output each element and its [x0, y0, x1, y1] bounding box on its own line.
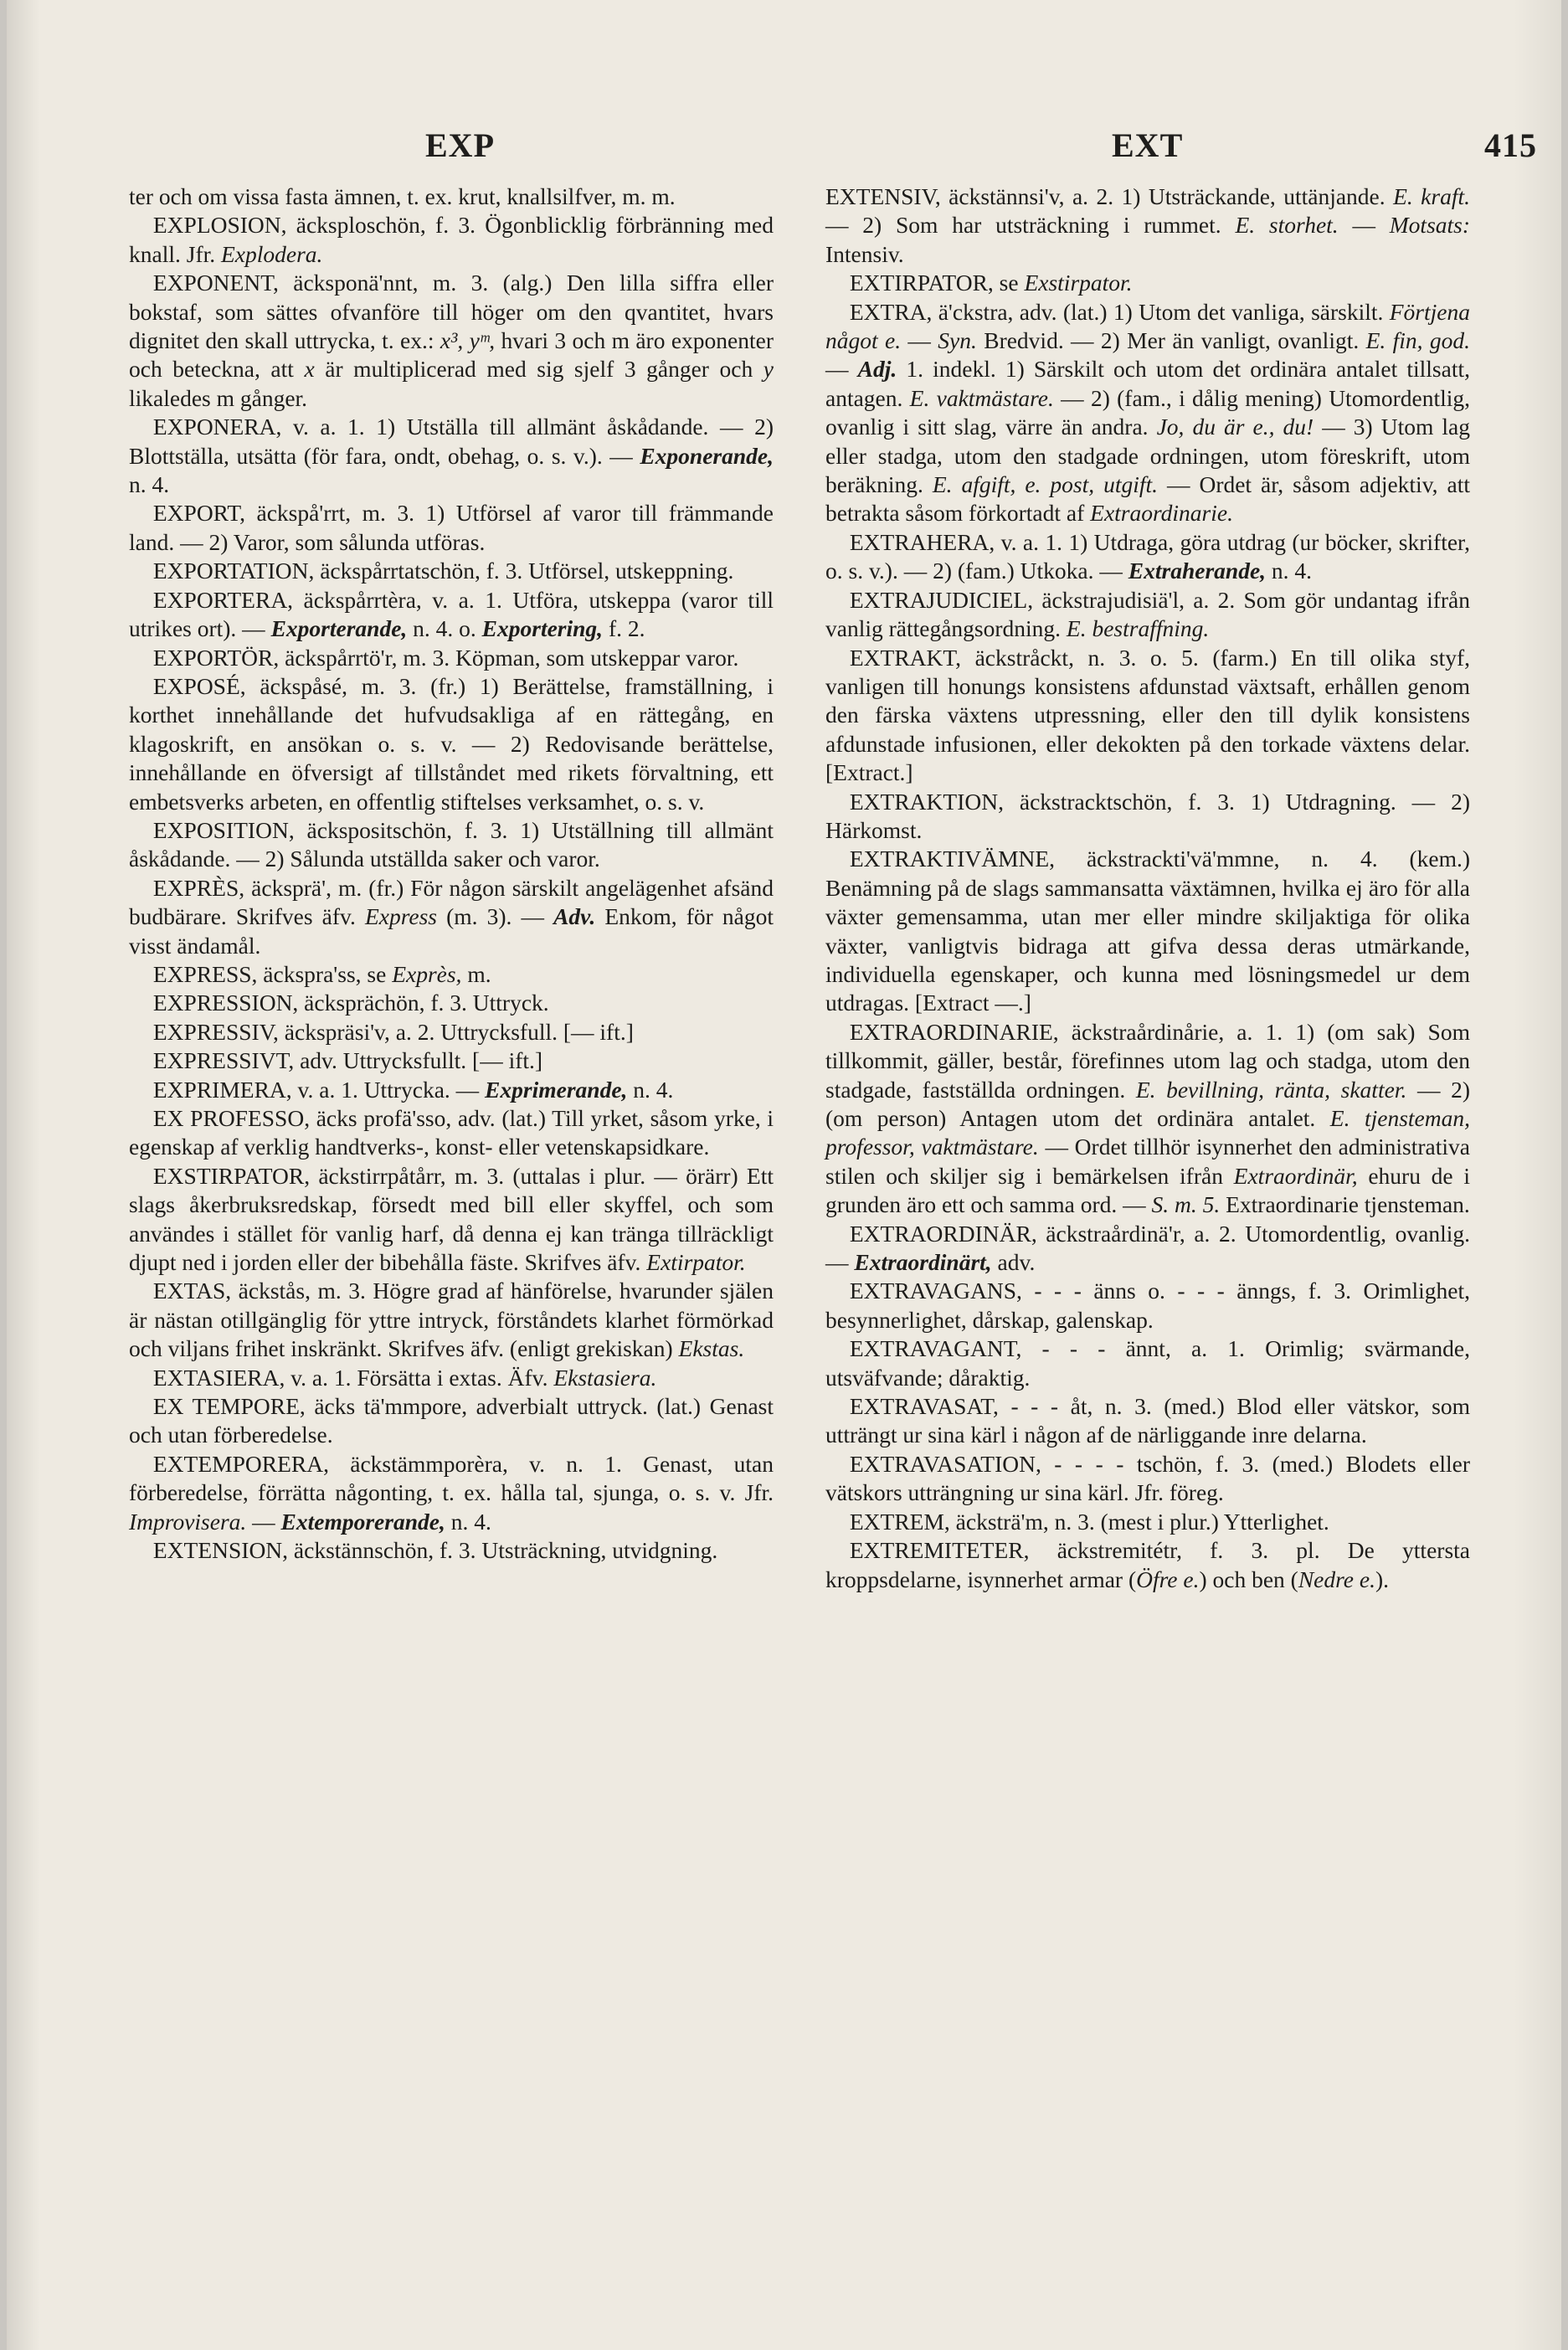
- entry-text: Bredvid. — 2) Mer än vanligt, ovanligt.: [976, 327, 1366, 354]
- entry-text: E. tjensteman, professor, vaktmästare.: [825, 1105, 1470, 1160]
- running-head-left: EXP: [425, 126, 495, 164]
- running-head-right: EXT: [1112, 126, 1184, 164]
- entry-text: — Ordet är, såsom adjektiv, att betrakta såsom förkortadt af: [825, 471, 1470, 527]
- entry-text: — 3) Utom lag eller stadga, utom den stadgade ordningen, utom föreskrift, utom beräkning.: [825, 414, 1470, 498]
- entry-text: E. bevillning, ränta, skatter.: [1135, 1076, 1407, 1103]
- entry-text: Intensiv.: [825, 240, 904, 267]
- entry-text: Motsats:: [1389, 212, 1471, 239]
- dictionary-entry: [129, 1364, 774, 1392]
- dictionary-entry: [129, 1450, 774, 1536]
- entry-text: Improvisera.: [129, 1508, 247, 1535]
- entry-text: S. m. 5.: [1151, 1191, 1221, 1218]
- entry-text: E. fin, god.: [1365, 327, 1470, 354]
- entry-text: Adj.: [857, 356, 897, 383]
- entry-text: Extraordinarie.: [1090, 500, 1233, 527]
- entry-text: EXPLOSION, äcksploschön, f. 3. Ögonblicklig förbränning med knall. Jfr.: [129, 212, 774, 267]
- entry-text: EXTRAKT, äckstråckt, n. 3. o. 5. (farm.) En till olika styf, vanligen till honungs konsistens afdunstad växtsaft, erhållen genom den färska växtens utpressning, eller den till dylik konsistens afdunstade infusionen, eller dekokten på den torkade växtens delar. [Extract.]: [825, 644, 1470, 786]
- entry-text: — 2) (om person) Antagen utom det ordinära antalet.: [825, 1076, 1470, 1131]
- entry-text: hvari 3 och m äro exponenter och beteckna, att: [129, 327, 774, 383]
- entry-text: EXTEMPORERA, äckstämmporèra, v. n. 1. Genast, utan förberedelse, förrätta någonting, t. ex. hålla tal, sjunga, o. s. v. Jfr.: [129, 1450, 774, 1506]
- entry-text: Syn.: [938, 327, 977, 354]
- dictionary-entry: [129, 816, 774, 874]
- entry-text: n. 4.: [445, 1508, 491, 1535]
- entry-text: n. 4.: [129, 471, 170, 498]
- entry-text: EXTRAVAGANS, - - - änns o. - - - änngs, f. 3. Orimlighet, besynnerlighet, dårskap, galenskap.: [825, 1278, 1470, 1333]
- entry-text: EXPONENT, äcksponä'nnt, m. 3. (alg.) Den lilla siffra eller bokstaf, som sättes ofvanföre till höger om den qvantitet, hvars dignitet den skall uttrycka, t. ex.:: [129, 270, 774, 354]
- entry-text: Exstirpator.: [1024, 270, 1133, 296]
- entry-text: Nedre e.: [1298, 1566, 1375, 1592]
- entry-text: Adv.: [553, 903, 596, 930]
- entry-text: EXPORT, äckspå'rrt, m. 3. 1) Utförsel af varor till främmande land. — 2) Varor, som sålunda utföras.: [129, 500, 774, 555]
- entry-text: EXTAS, äckstås, m. 3. Högre grad af hänförelse, hvarunder själen är nästan otillgänglig för yttre intryck, förståndets klarhet förmörkad och viljans frihet inskränkt. Skrifves äfv. (enligt grekiskan): [129, 1278, 774, 1362]
- left-column: [129, 183, 774, 1566]
- entry-text: EXSTIRPATOR, äckstirrpåtårr, m. 3. (uttalas i plur. — örärr) Ett slags åkerbruksredskap, försedt med bill eller skyffel, och som användes i stället för vanlig harf, då denna ej kan tränga tillräckligt djupt ned i jorden eller der bibehålla fäste. Skrifves äfv.: [129, 1162, 774, 1276]
- entry-text: —: [901, 327, 938, 354]
- entry-text: EXTRAORDINÄR, äckstraårdinä'r, a. 2. Utomordentlig, ovanlig. —: [825, 1220, 1470, 1276]
- entry-text: Explodera.: [221, 240, 323, 267]
- entry-text: E. afgift, e. post, utgift.: [932, 471, 1159, 498]
- dictionary-entry: [129, 1162, 774, 1278]
- entry-text: n. 4.: [1266, 558, 1313, 584]
- dictionary-entry: [825, 644, 1470, 788]
- entry-text: EXPRESS, äckspra'ss, se: [152, 960, 393, 987]
- entry-text: EXTENSION, äckstännschön, f. 3. Utsträckning, utvidgning.: [152, 1537, 718, 1564]
- page-number: 415: [1484, 126, 1537, 164]
- entry-text: — 2) Som har utsträckning i rummet.: [825, 212, 1236, 239]
- dictionary-entry: [129, 1392, 774, 1450]
- dictionary-entry: [129, 989, 774, 1017]
- dictionary-entry: [129, 1018, 774, 1046]
- dictionary-entry: [129, 874, 774, 960]
- entry-text: Exprimerande,: [485, 1076, 628, 1103]
- entry-text: ehuru de i grunden äro ett och samma ord. —: [825, 1162, 1470, 1218]
- entry-text: Extemporerande,: [280, 1508, 445, 1535]
- dictionary-entry: [129, 413, 774, 499]
- dictionary-entry: [129, 183, 774, 211]
- entry-text: EXTRAVASATION, - - - - tschön, f. 3. (med.) Blodets eller vätskors utträngning ur sina kärl. Jfr. föreg.: [825, 1450, 1470, 1506]
- dictionary-entry: [129, 672, 774, 816]
- dictionary-entry: [825, 586, 1470, 644]
- entry-text: Extraordinarie tjensteman.: [1220, 1191, 1470, 1218]
- entry-text: EXPRESSIV, äckspräsi'v, a. 2. Uttrycksfull. [— ift.]: [152, 1018, 634, 1045]
- entry-text: EXTRAJUDICIEL, äckstrajudisiä'l, a. 2. Som gör undantag ifrån vanlig rättegångsordning.: [825, 586, 1470, 642]
- dictionary-entry: [825, 183, 1470, 269]
- entry-text: EXTIRPATOR, se: [849, 270, 1025, 296]
- entry-text: ).: [1375, 1566, 1390, 1592]
- entry-text: EXTRAKTION, äckstracktschön, f. 3. 1) Utdragning. — 2) Härkomst.: [825, 788, 1470, 843]
- entry-text: EXTREM, äcksträ'm, n. 3. (mest i plur.) Ytterlighet.: [849, 1508, 1329, 1535]
- entry-text: EXPRÈS, äcksprä', m. (fr.) För någon särskilt angelägenhet afsänd budbärare. Skrifves äfv.: [129, 874, 774, 930]
- dictionary-entry: [825, 1450, 1470, 1508]
- dictionary-entry: [825, 1277, 1470, 1334]
- entry-text: EXTRAVAGANT, - - - ännt, a. 1. Orimlig; svärmande, utsväfvande; dåraktig.: [825, 1335, 1470, 1391]
- entry-text: ) och ben (: [1199, 1566, 1298, 1592]
- dictionary-entry: [129, 586, 774, 644]
- entry-text: EXTRAHERA, v. a. 1. 1) Utdraga, göra utdrag (ur böcker, skrifter, o. s. v.). — 2) (fam.) Utkoka. —: [825, 528, 1470, 584]
- entry-text: x: [304, 356, 315, 383]
- entry-text: EXTRAORDINARIE, äckstraårdinårie, a. 1. 1) (om sak) Som tillkommit, gäller, består, förefinnes utom lag och stadga, utom den stadgade, fastställda ordningen.: [825, 1018, 1470, 1103]
- entry-text: Ekstas.: [678, 1335, 745, 1362]
- dictionary-entry: [129, 1104, 774, 1162]
- entry-text: EX PROFESSO, äcks profä'sso, adv. (lat.) Till yrket, såsom yrke, i egenskap af verklig handtverks-, konst- eller vetenskapsidkare.: [129, 1105, 774, 1160]
- dictionary-entry: [825, 845, 1470, 1017]
- entry-text: EXPORTÖR, äckspårrtö'r, m. 3. Köpman, som utskeppar varor.: [152, 644, 739, 671]
- entry-text: x³, yᵐ,: [440, 327, 496, 354]
- entry-text: y: [763, 356, 774, 383]
- entry-text: E. kraft.: [1393, 183, 1470, 209]
- right-column: [825, 183, 1470, 1594]
- entry-text: Jo, du är e., du!: [1156, 414, 1314, 440]
- entry-text: m.: [461, 960, 491, 987]
- entry-text: — 2) (fam., i dålig mening) Utomordentlig, ovanlig i sitt slag, värre än andra.: [825, 384, 1470, 440]
- dictionary-entry: [129, 1046, 774, 1075]
- entry-text: E. bestraffning.: [1066, 615, 1210, 642]
- entry-text: Förtjena något e.: [825, 298, 1470, 354]
- entry-text: E. storhet.: [1235, 212, 1339, 239]
- entry-text: Exprès,: [392, 960, 462, 987]
- entry-text: Ekstasiera.: [553, 1364, 657, 1391]
- dictionary-entry: [825, 1220, 1470, 1278]
- dictionary-entry: [129, 499, 774, 557]
- dictionary-entry: [129, 1536, 774, 1565]
- entry-text: EXPOSÉ, äckspåsé, m. 3. (fr.) 1) Berättelse, framställning, i korthet innehållande det hufvudsakliga af en rättegång, en klagoskrift, en ansökan o. s. v. — 2) Redovisande berättelse, innehållande en öfversigt af tillståndet med rikets förvaltning, ett embetsverks arbeten, en offentlig stiftelses verksamhet, o. s. v.: [129, 672, 774, 815]
- entry-text: —: [825, 356, 858, 383]
- entry-text: Extraordinärt,: [854, 1249, 992, 1276]
- entry-text: Enkom, för något visst ändamål.: [129, 903, 774, 959]
- entry-text: — Ordet tillhör isynnerhet den administrativa stilen och skiljer sig i bemärkelsen ifrån: [825, 1134, 1470, 1189]
- dictionary-entry: [129, 269, 774, 413]
- entry-text: —: [1338, 212, 1390, 239]
- entry-text: EXPORTATION, äckspårrtatschön, f. 3. Utförsel, utskeppning.: [152, 558, 734, 584]
- dictionary-entry: [825, 298, 1470, 528]
- entry-text: EXPRIMERA, v. a. 1. Uttrycka. —: [152, 1076, 486, 1103]
- entry-text: EXTASIERA, v. a. 1. Försätta i extas. Äfv.: [152, 1364, 554, 1391]
- entry-text: EXTENSIV, äckstännsi'v, a. 2. 1) Utsträckande, uttänjande.: [825, 183, 1394, 209]
- entry-text: EX TEMPORE, äcks tä'mmpore, adverbialt uttryck. (lat.) Genast och utan förberedelse.: [129, 1393, 774, 1448]
- entry-text: likaledes m gånger.: [129, 384, 308, 411]
- entry-text: EXTRA, ä'ckstra, adv. (lat.) 1) Utom det vanliga, särskilt.: [849, 298, 1390, 325]
- dictionary-entry: [825, 1536, 1470, 1594]
- entry-text: Extraordinär,: [1233, 1162, 1358, 1189]
- dictionary-entry: [825, 1392, 1470, 1450]
- dictionary-entry: [129, 1277, 774, 1363]
- entry-text: EXPRESSION, äcksprächön, f. 3. Uttryck.: [152, 990, 549, 1016]
- entry-text: EXTREMITETER, äckstremitétr, f. 3. pl. De yttersta kroppsdelarne, isynnerhet armar (: [825, 1537, 1470, 1592]
- entry-text: EXPRESSIVT, adv. Uttrycksfullt. [— ift.]: [152, 1047, 543, 1074]
- entry-text: adv.: [991, 1249, 1036, 1276]
- entry-text: 1. indekl. 1) Särskilt och utom det ordinära antalet tillsatt, antagen.: [825, 356, 1470, 411]
- dictionary-entry: [825, 1508, 1470, 1536]
- entry-text: —: [246, 1508, 281, 1535]
- entry-text: Express: [364, 903, 437, 930]
- entry-text: Öfre e.: [1136, 1566, 1200, 1592]
- entry-text: f. 2.: [603, 615, 645, 642]
- entry-text: (m. 3). —: [437, 903, 554, 930]
- entry-text: EXPORTERA, äckspårrtèra, v. a. 1. Utföra, utskeppa (varor till utrikes ort). —: [129, 586, 774, 642]
- dictionary-entry: [825, 1018, 1470, 1220]
- entry-text: Extraherande,: [1128, 558, 1267, 584]
- entry-text: är multiplicerad med sig sjelf 3 gånger och: [314, 356, 763, 383]
- entry-text: EXPONERA, v. a. 1. 1) Utställa till allmänt åskådande. — 2) Blottställa, utsätta (för fara, ondt, obehag, o. s. v.). —: [129, 414, 774, 469]
- entry-text: n. 4.: [627, 1076, 674, 1103]
- dictionary-entry: [129, 211, 774, 269]
- dictionary-entry: [129, 1076, 774, 1104]
- dictionary-entry: [825, 269, 1470, 297]
- entry-text: EXTRAVASAT, - - - åt, n. 3. (med.) Blod eller vätskor, som utträngt ur sina kärl i någon af de närliggande inre delarna.: [825, 1393, 1470, 1448]
- dictionary-entry: [129, 644, 774, 672]
- entry-text: Exportering,: [481, 615, 604, 642]
- dictionary-page: [7, 0, 1561, 2350]
- entry-text: ter och om vissa fasta ämnen, t. ex. krut, knallsilfver, m. m.: [129, 183, 676, 209]
- dictionary-entry: [825, 528, 1470, 586]
- dictionary-entry: [129, 960, 774, 989]
- entry-text: E. vaktmästare.: [909, 384, 1054, 411]
- entry-text: Exponerande,: [640, 442, 774, 469]
- dictionary-entry: [825, 788, 1470, 846]
- dictionary-entry: [825, 1334, 1470, 1392]
- entry-text: EXPOSITION, äckspositschön, f. 3. 1) Utställning till allmänt åskådande. — 2) Sålunda utställda saker och varor.: [129, 816, 774, 872]
- entry-text: EXTRAKTIVÄMNE, äckstrackti'vä'mmne, n. 4. (kem.) Benämning på de slags sammansatta växtämnen, hvilka ej äro för alla växter gemensamma, utan mer eller mindre skiljaktiga för olika växter, vanligtvis bidraga att gifva dessa deras utmärkande, individuella egenskaper, och kunna med lösningsmedel ur dem utdragas. [Extract —.]: [825, 846, 1470, 1016]
- dictionary-entry: [129, 557, 774, 585]
- entry-text: n. 4. o.: [407, 615, 482, 642]
- entry-text: Extirpator.: [646, 1249, 746, 1276]
- entry-text: Exporterande,: [270, 615, 408, 642]
